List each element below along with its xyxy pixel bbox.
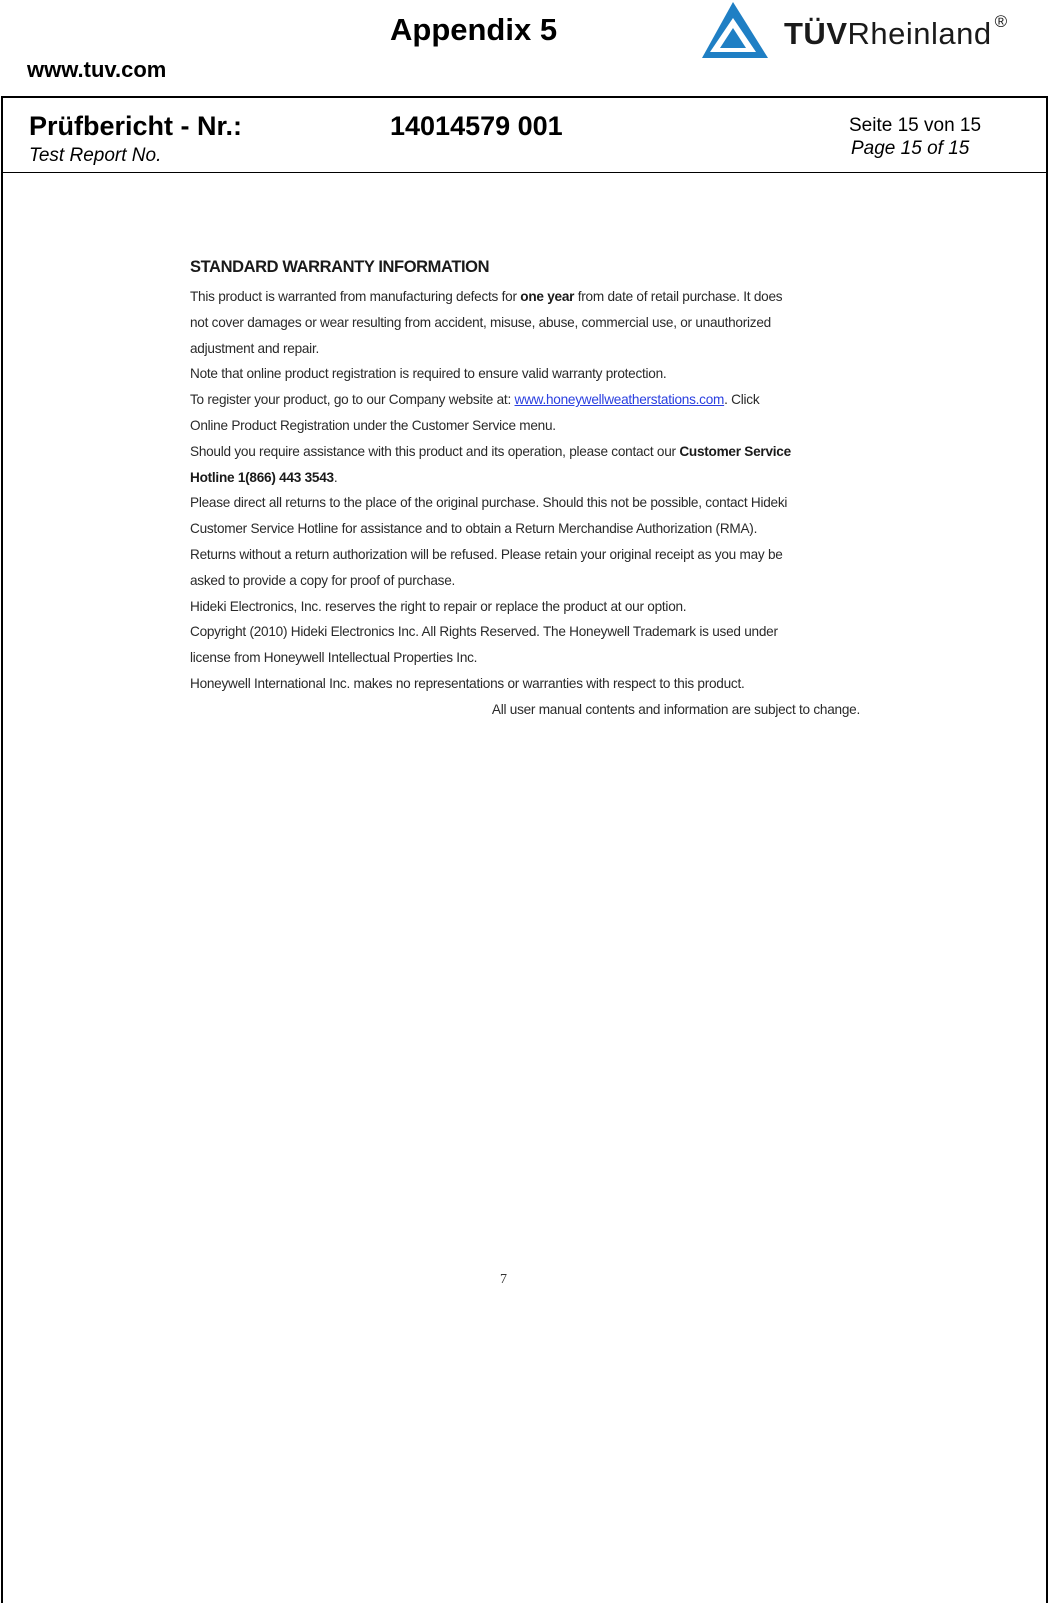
- warranty-line: All user manual contents and information are subject to change.: [491, 701, 860, 717]
- warranty-line: Customer Service Hotline for assistance and to obtain a Return Merchandise Authorization (RMA).: [190, 521, 758, 537]
- warranty-text: .: [333, 469, 338, 485]
- warranty-line: [190, 284, 860, 310]
- warranty-line: asked to provide a copy for proof of purchase.: [190, 572, 456, 588]
- warranty-line: license from Honeywell Intellectual Properties Inc.: [190, 650, 478, 666]
- hotline-number: Hotline 1(866) 443 3543: [190, 469, 334, 485]
- warranty-line: [190, 439, 860, 465]
- warranty-line: Hideki Electronics, Inc. reserves the right to repair or replace the product at our option.: [190, 598, 687, 614]
- warranty-line: Copyright (2010) Hideki Electronics Inc. All Rights Reserved. The Honeywell Trademark is used under: [190, 624, 778, 640]
- appendix-title: Appendix 5: [390, 12, 558, 47]
- warranty-line: [190, 387, 860, 413]
- warranty-line: Honeywell International Inc. makes no representations or warranties with respect to this product.: [190, 675, 745, 691]
- warranty-text: Should you require assistance with this product and its operation, please contact our: [190, 443, 680, 459]
- registered-mark: ®: [994, 12, 1008, 31]
- report-number: 14014579 001: [390, 111, 563, 141]
- warranty-text: . Click: [724, 392, 760, 408]
- warranty-line: Online Product Registration under the Customer Service menu.: [190, 417, 556, 433]
- warranty-line: Returns without a return authorization will be refused. Please retain your original receipt as you may be: [190, 546, 783, 562]
- warranty-section: [190, 258, 860, 723]
- warranty-text: This product is warranted from manufacturing defects for: [190, 289, 521, 304]
- site-url[interactable]: www.tuv.com: [27, 57, 167, 82]
- report-label: Prüfbericht - Nr.:: [29, 111, 243, 141]
- warranty-line: Note that online product registration is required to ensure valid warranty protection.: [190, 366, 667, 382]
- warranty-text: from date of retail purchase. It does: [574, 289, 783, 304]
- warranty-heading: STANDARD WARRANTY INFORMATION: [190, 258, 490, 276]
- tuv-rheinland-logo: [700, 0, 1030, 62]
- triangle-logo-icon: [700, 0, 772, 62]
- warranty-line: adjustment and repair.: [190, 340, 320, 356]
- logo-brand-rest: Rheinland: [847, 16, 992, 51]
- logo-brand-bold: TÜV: [784, 16, 848, 51]
- warranty-bold-text: Customer Service: [679, 443, 791, 459]
- report-header: [3, 98, 1046, 173]
- warranty-line: [190, 465, 860, 491]
- page-indicator-de: Seite 15 von 15: [849, 115, 982, 136]
- page-indicator-en: Page 15 of 15: [851, 138, 970, 159]
- logo-wordmark: [784, 12, 1008, 52]
- warranty-bold-text: one year: [520, 289, 575, 304]
- website-link[interactable]: www.honeywellweatherstations.com: [514, 392, 725, 408]
- warranty-line: not cover damages or wear resulting from accident, misuse, abuse, commercial use, or unauthorized: [190, 314, 771, 330]
- report-label-en: Test Report No.: [29, 145, 162, 166]
- warranty-text: To register your product, go to our Company website at:: [190, 392, 515, 408]
- page-number: 7: [500, 1272, 507, 1287]
- warranty-line: Please direct all returns to the place of the original purchase. Should this not be possible, contact Hideki: [190, 495, 788, 511]
